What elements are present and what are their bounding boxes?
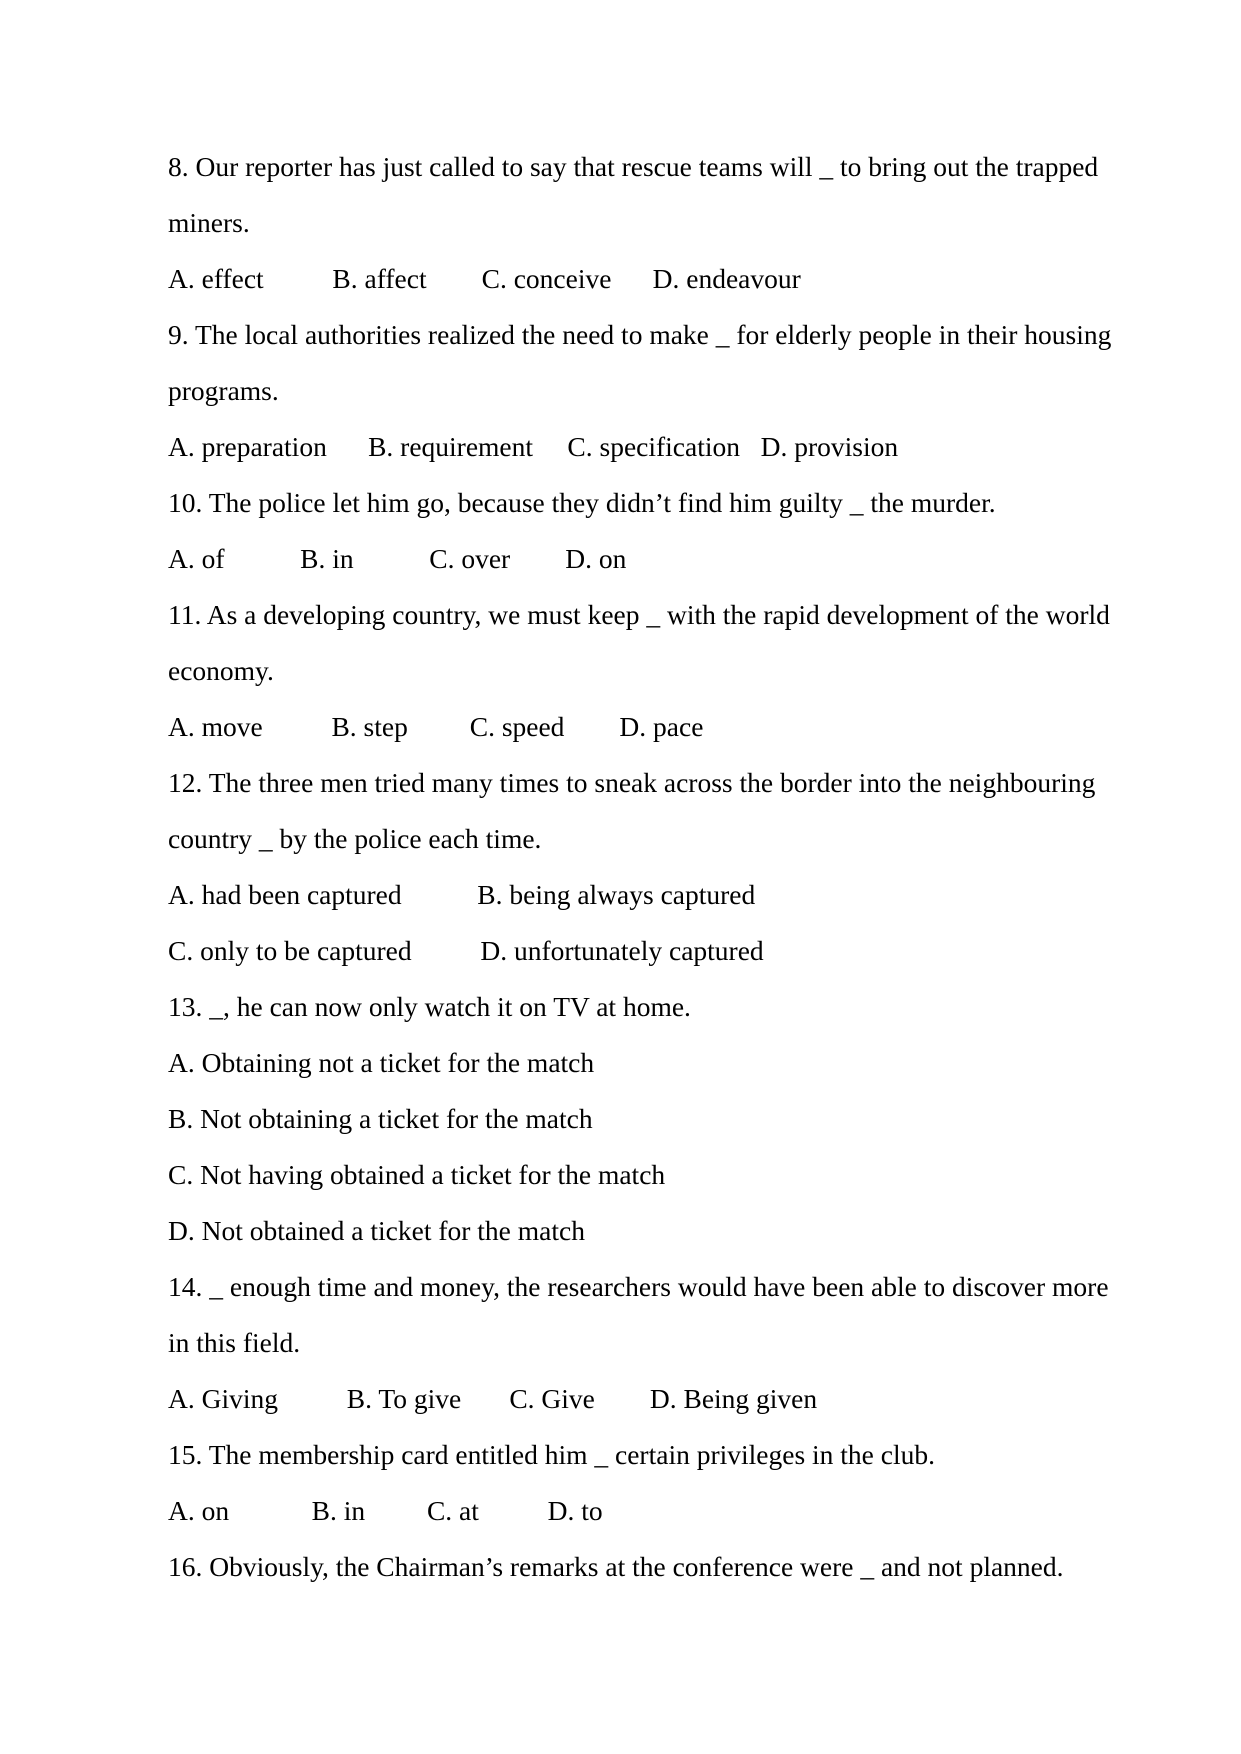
question-13-options-line-4: D. Not obtained a ticket for the match — [168, 1215, 585, 1246]
question-14 — [168, 1259, 1181, 1427]
question-9-options-line-1: A. preparation B. requirement C. specification D. provision — [168, 431, 899, 462]
question-12-options-line-1: A. had been captured B. being always captured — [168, 879, 756, 910]
question-10-options-line-1: A. of B. in C. over D. on — [168, 543, 627, 574]
question-13 — [168, 979, 1181, 1259]
question-11 — [168, 587, 1181, 755]
question-13-options-line-2: B. Not obtaining a ticket for the match — [168, 1103, 593, 1134]
question-14-stem-line-1: 14. _ enough time and money, the researchers would have been able to discover more — [168, 1271, 1109, 1302]
question-8 — [168, 139, 1181, 307]
question-9-stem-line-1: 9. The local authorities realized the need to make _ for elderly people in their housing — [168, 319, 1112, 350]
question-13-options-line-1: A. Obtaining not a ticket for the match — [168, 1047, 595, 1078]
question-16-stem-line-1: 16. Obviously, the Chairman’s remarks at the conference were _ and not planned. — [168, 1551, 1064, 1582]
question-12 — [168, 755, 1181, 979]
question-11-stem-line-2: economy. — [168, 655, 274, 686]
question-9-stem-line-2: programs. — [168, 375, 279, 406]
question-12-stem-line-2: country _ by the police each time. — [168, 823, 542, 854]
question-8-options-line-1: A. effect B. affect C. conceive D. endeavour — [168, 263, 801, 294]
question-13-options-line-3: C. Not having obtained a ticket for the match — [168, 1159, 666, 1190]
question-12-options-line-2: C. only to be captured D. unfortunately captured — [168, 935, 764, 966]
question-8-stem-line-2: miners. — [168, 207, 250, 238]
question-8-stem-line-1: 8. Our reporter has just called to say that rescue teams will _ to bring out the trapped — [168, 151, 1099, 182]
question-10 — [168, 475, 1181, 587]
question-13-stem-line-1: 13. _, he can now only watch it on TV at home. — [168, 991, 691, 1022]
question-14-stem-line-2: in this field. — [168, 1327, 301, 1358]
question-15 — [168, 1427, 1181, 1539]
question-16 — [168, 1539, 1181, 1595]
question-12-stem-line-1: 12. The three men tried many times to sneak across the border into the neighbouring — [168, 767, 1096, 798]
question-10-stem-line-1: 10. The police let him go, because they didn’t find him guilty _ the murder. — [168, 487, 996, 518]
question-14-options-line-1: A. Giving B. To give C. Give D. Being given — [168, 1383, 818, 1414]
question-15-stem-line-1: 15. The membership card entitled him _ certain privileges in the club. — [168, 1439, 935, 1470]
question-9 — [168, 307, 1181, 475]
question-15-options-line-1: A. on B. in C. at D. to — [168, 1495, 603, 1526]
question-11-stem-line-1: 11. As a developing country, we must keep _ with the rapid development of the world — [168, 599, 1110, 630]
question-11-options-line-1: A. move B. step C. speed D. pace — [168, 711, 704, 742]
